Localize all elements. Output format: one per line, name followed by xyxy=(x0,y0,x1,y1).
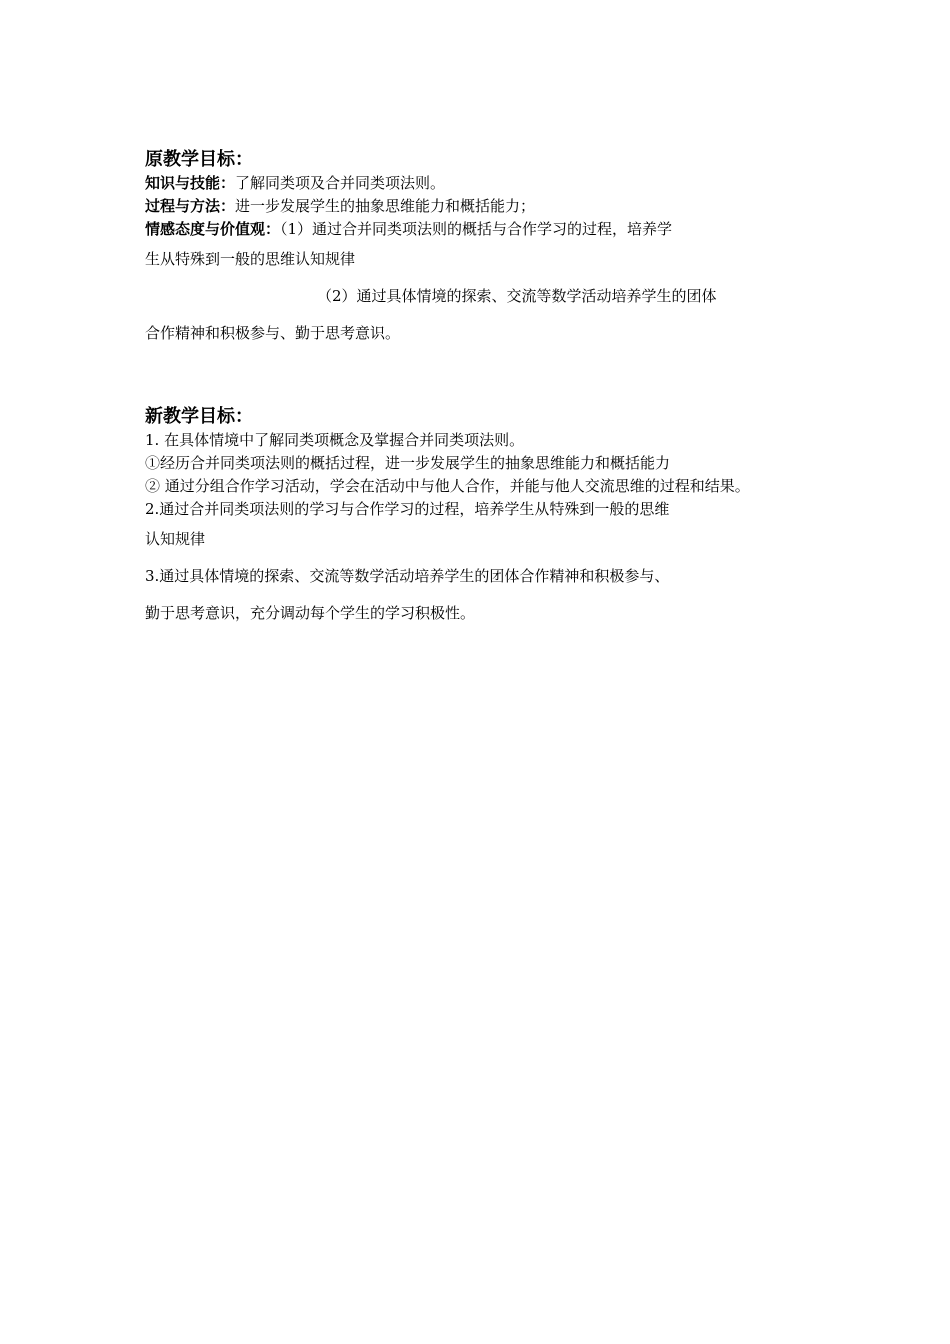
new-goal-3-line1: 3.通过具体情境的探索、交流等数学活动培养学生的团体合作精神和积极参与、 xyxy=(145,567,670,585)
emotion-item1-line1: （1）通过合并同类项法则的概括与合作学习的过程，培养学 xyxy=(280,220,673,238)
new-objectives-heading: 新教学目标： xyxy=(145,406,253,427)
emotion-item1-line2: 生从特殊到一般的思维认知规律 xyxy=(145,250,356,268)
document-page xyxy=(145,148,810,632)
emotion-values-line xyxy=(145,218,810,241)
new-goal-2-line2: 认知规律 xyxy=(145,530,206,548)
new-goal-3-line2: 勤于思考意识，充分调动每个学生的学习积极性。 xyxy=(145,604,476,622)
knowledge-skills-label: 知识与技能： xyxy=(145,174,236,192)
new-goal-1: 1. 在具体情境中了解同类项概念及掌握合并同类项法则。 xyxy=(145,431,525,449)
emotion-item2-line1: （2）通过具体情境的探索、交流等数学活动培养学生的团体 xyxy=(317,287,717,305)
process-method-label: 过程与方法： xyxy=(145,197,236,215)
knowledge-skills-line xyxy=(145,172,810,195)
process-method-text: 进一步发展学生的抽象思维能力和概括能力； xyxy=(235,197,536,215)
original-objectives-section xyxy=(145,148,810,352)
new-goal-2-line1: 2.通过合并同类项法则的学习与合作学习的过程，培养学生从特殊到一般的思维 xyxy=(145,500,670,518)
new-goal-1-sub-2: ② 通过分组合作学习活动，学会在活动中与他人合作，并能与他人交流思维的过程和结果。 xyxy=(145,477,750,495)
knowledge-skills-text: 了解同类项及合并同类项法则。 xyxy=(235,174,446,192)
emotion-values-label: 情感态度与价值观： xyxy=(145,220,281,238)
emotion-item2-line2: 合作精神和积极参与、勤于思考意识。 xyxy=(145,324,401,342)
new-goal-1-sub-1: ①经历合并同类项法则的概括过程，进一步发展学生的抽象思维能力和概括能力 xyxy=(145,454,671,472)
new-objectives-section xyxy=(145,405,810,632)
process-method-line xyxy=(145,195,810,218)
original-objectives-heading: 原教学目标： xyxy=(145,149,253,170)
